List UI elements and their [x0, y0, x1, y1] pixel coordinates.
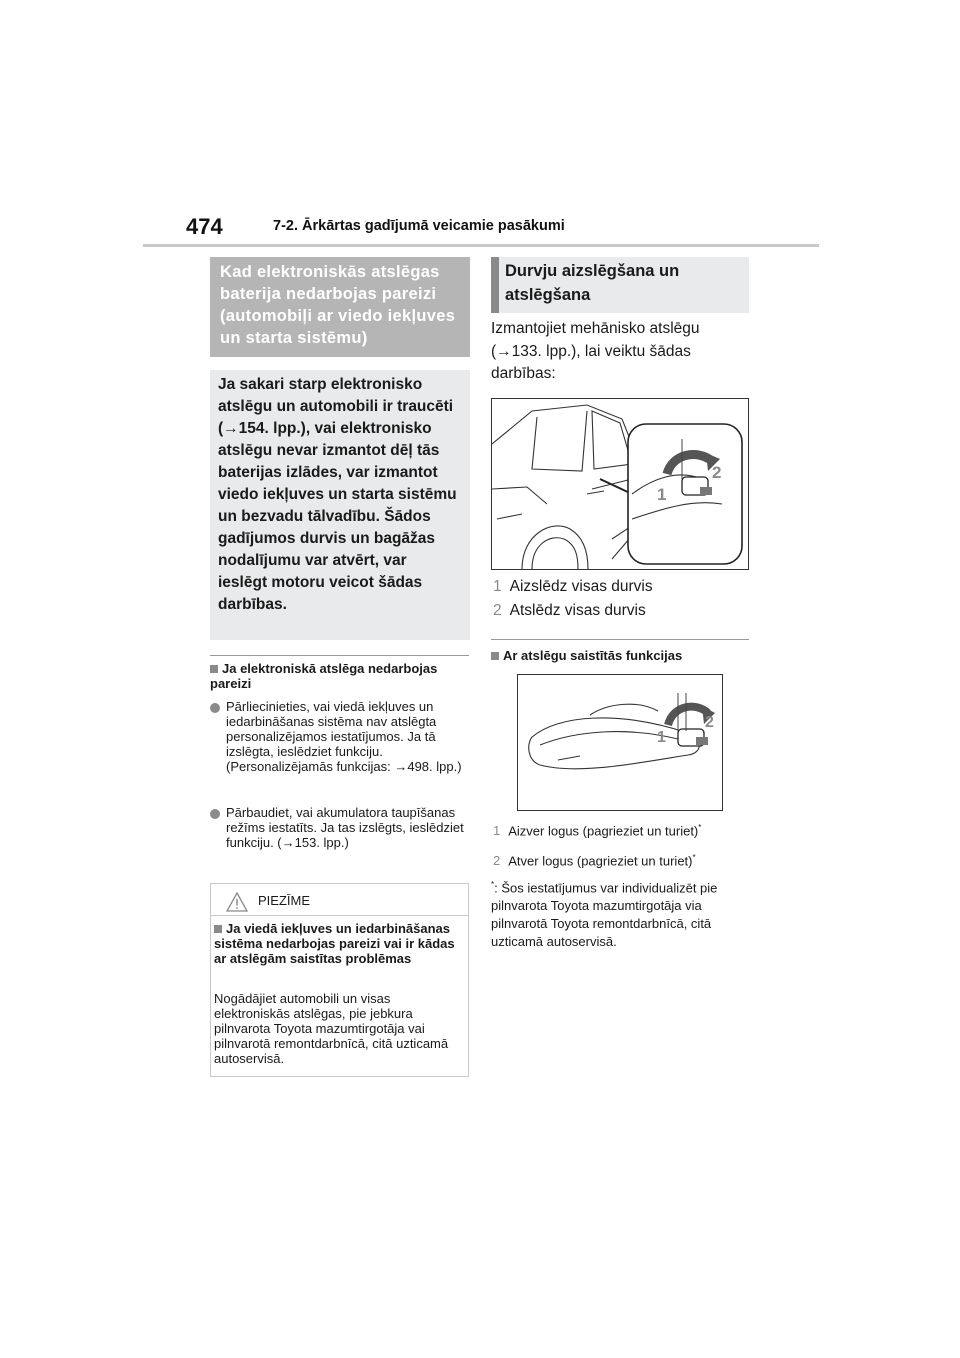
note-subheading: Ja viedā iekļuves un iedarbināšanas sistēma nedarbojas pareizi vai ir kādas ar atslēgām saistītas problēmas — [214, 921, 455, 966]
section-divider — [491, 639, 749, 640]
battery-heading: Kad elektroniskās atslēgas baterija nedarbojas pareizi (automobiļi ar viedo iekļuves un starta sistēmu) — [210, 257, 470, 357]
square-bullet-icon — [210, 665, 218, 673]
section-title: 7-2. Ārkārtas gadījumā veicamie pasākumi — [273, 218, 565, 234]
figure2-label-1: 1 — [657, 729, 666, 746]
step-close-windows: 1 Aizver logus (pagrieziet un turiet)* — [493, 823, 702, 839]
bullet-item-2: Pārbaudiet, vai akumulatora taupīšanas režīms iestatīts. Ja tas izslēgts, ieslēdziet funkciju. (→153. lpp.) — [226, 805, 464, 850]
header-rule — [143, 244, 819, 247]
mechanical-key-intro: Izmantojiet mehānisko atslēgu (→133. lpp.), lai veiktu šādas darbības: — [491, 320, 700, 382]
key-not-working-subheading: Ja elektroniskā atslēga nedarbojas pareizi — [210, 661, 438, 691]
round-bullet-icon — [210, 703, 220, 713]
rotate-arrow-icon — [668, 707, 708, 725]
intro-box: Ja sakari starp elektronisko atslēgu un automobili ir traucēti (→154. lpp.), vai elektronisko atslēgu nevar izmantot dēļ tās baterijas izlādes, var izmantot viedo iekļuves un starta sistēmu un bezvadu tālvadību. Šādos gadījumos durvis un bagāžas nodalījumu var atvērt, var ieslēgt motoru veicot šādas darbības. — [210, 370, 470, 640]
note-divider — [211, 915, 468, 916]
square-bullet-icon — [491, 652, 499, 660]
figure2-label-2: 2 — [705, 714, 714, 731]
warning-triangle-icon — [226, 892, 248, 912]
page-number: 474 — [186, 214, 223, 239]
square-bullet-icon — [214, 925, 222, 933]
figure1-label-1: 1 — [657, 485, 667, 504]
note-title: PIEZĪME — [258, 893, 311, 908]
round-bullet-icon — [210, 809, 220, 819]
step-open-windows: 2 Atver logus (pagrieziet un turiet)* — [493, 853, 696, 869]
door-handle-drawing — [518, 675, 722, 810]
bullet-item-1: Pārliecinieties, vai viedā iekļuves un iedarbināšanas sistēma nav atslēgta personalizējamos iestatījumos. Ja tā izslēgta, ieslēdziet funkciju. (Personalizējamās funkcijas: →498. lpp.) — [226, 699, 462, 774]
car-door-drawing — [492, 399, 748, 569]
step-lock: 1 Aizslēdz visas durvis — [493, 578, 653, 595]
section-divider — [210, 655, 469, 656]
footnote: *: Šos iestatījumus var individualizēt pie pilnvarota Toyota mazumtirgotāja via pilnvarotā Toyota remontdarbnīcā, citā uzticamā autoservisā. — [491, 880, 718, 950]
door-handle-illustration — [517, 674, 723, 811]
heading-accent-bar — [491, 257, 499, 313]
figure1-label-2: 2 — [712, 463, 722, 482]
note-body: Nogādājiet automobili un visas elektroniskās atslēgas, pie jebkura pilnvarota Toyota mazumtirgotāja vai pilnvarotā remontdarbnīcā, citā uzticamā autoservisā. — [214, 991, 449, 1066]
key-functions-subheading: Ar atslēgu saistītās funkcijas — [491, 648, 749, 663]
step-unlock: 2 Atslēdz visas durvis — [493, 602, 646, 619]
door-lock-illustration — [491, 398, 749, 570]
door-lock-heading: Durvju aizslēgšana un atslēgšana — [491, 257, 749, 313]
